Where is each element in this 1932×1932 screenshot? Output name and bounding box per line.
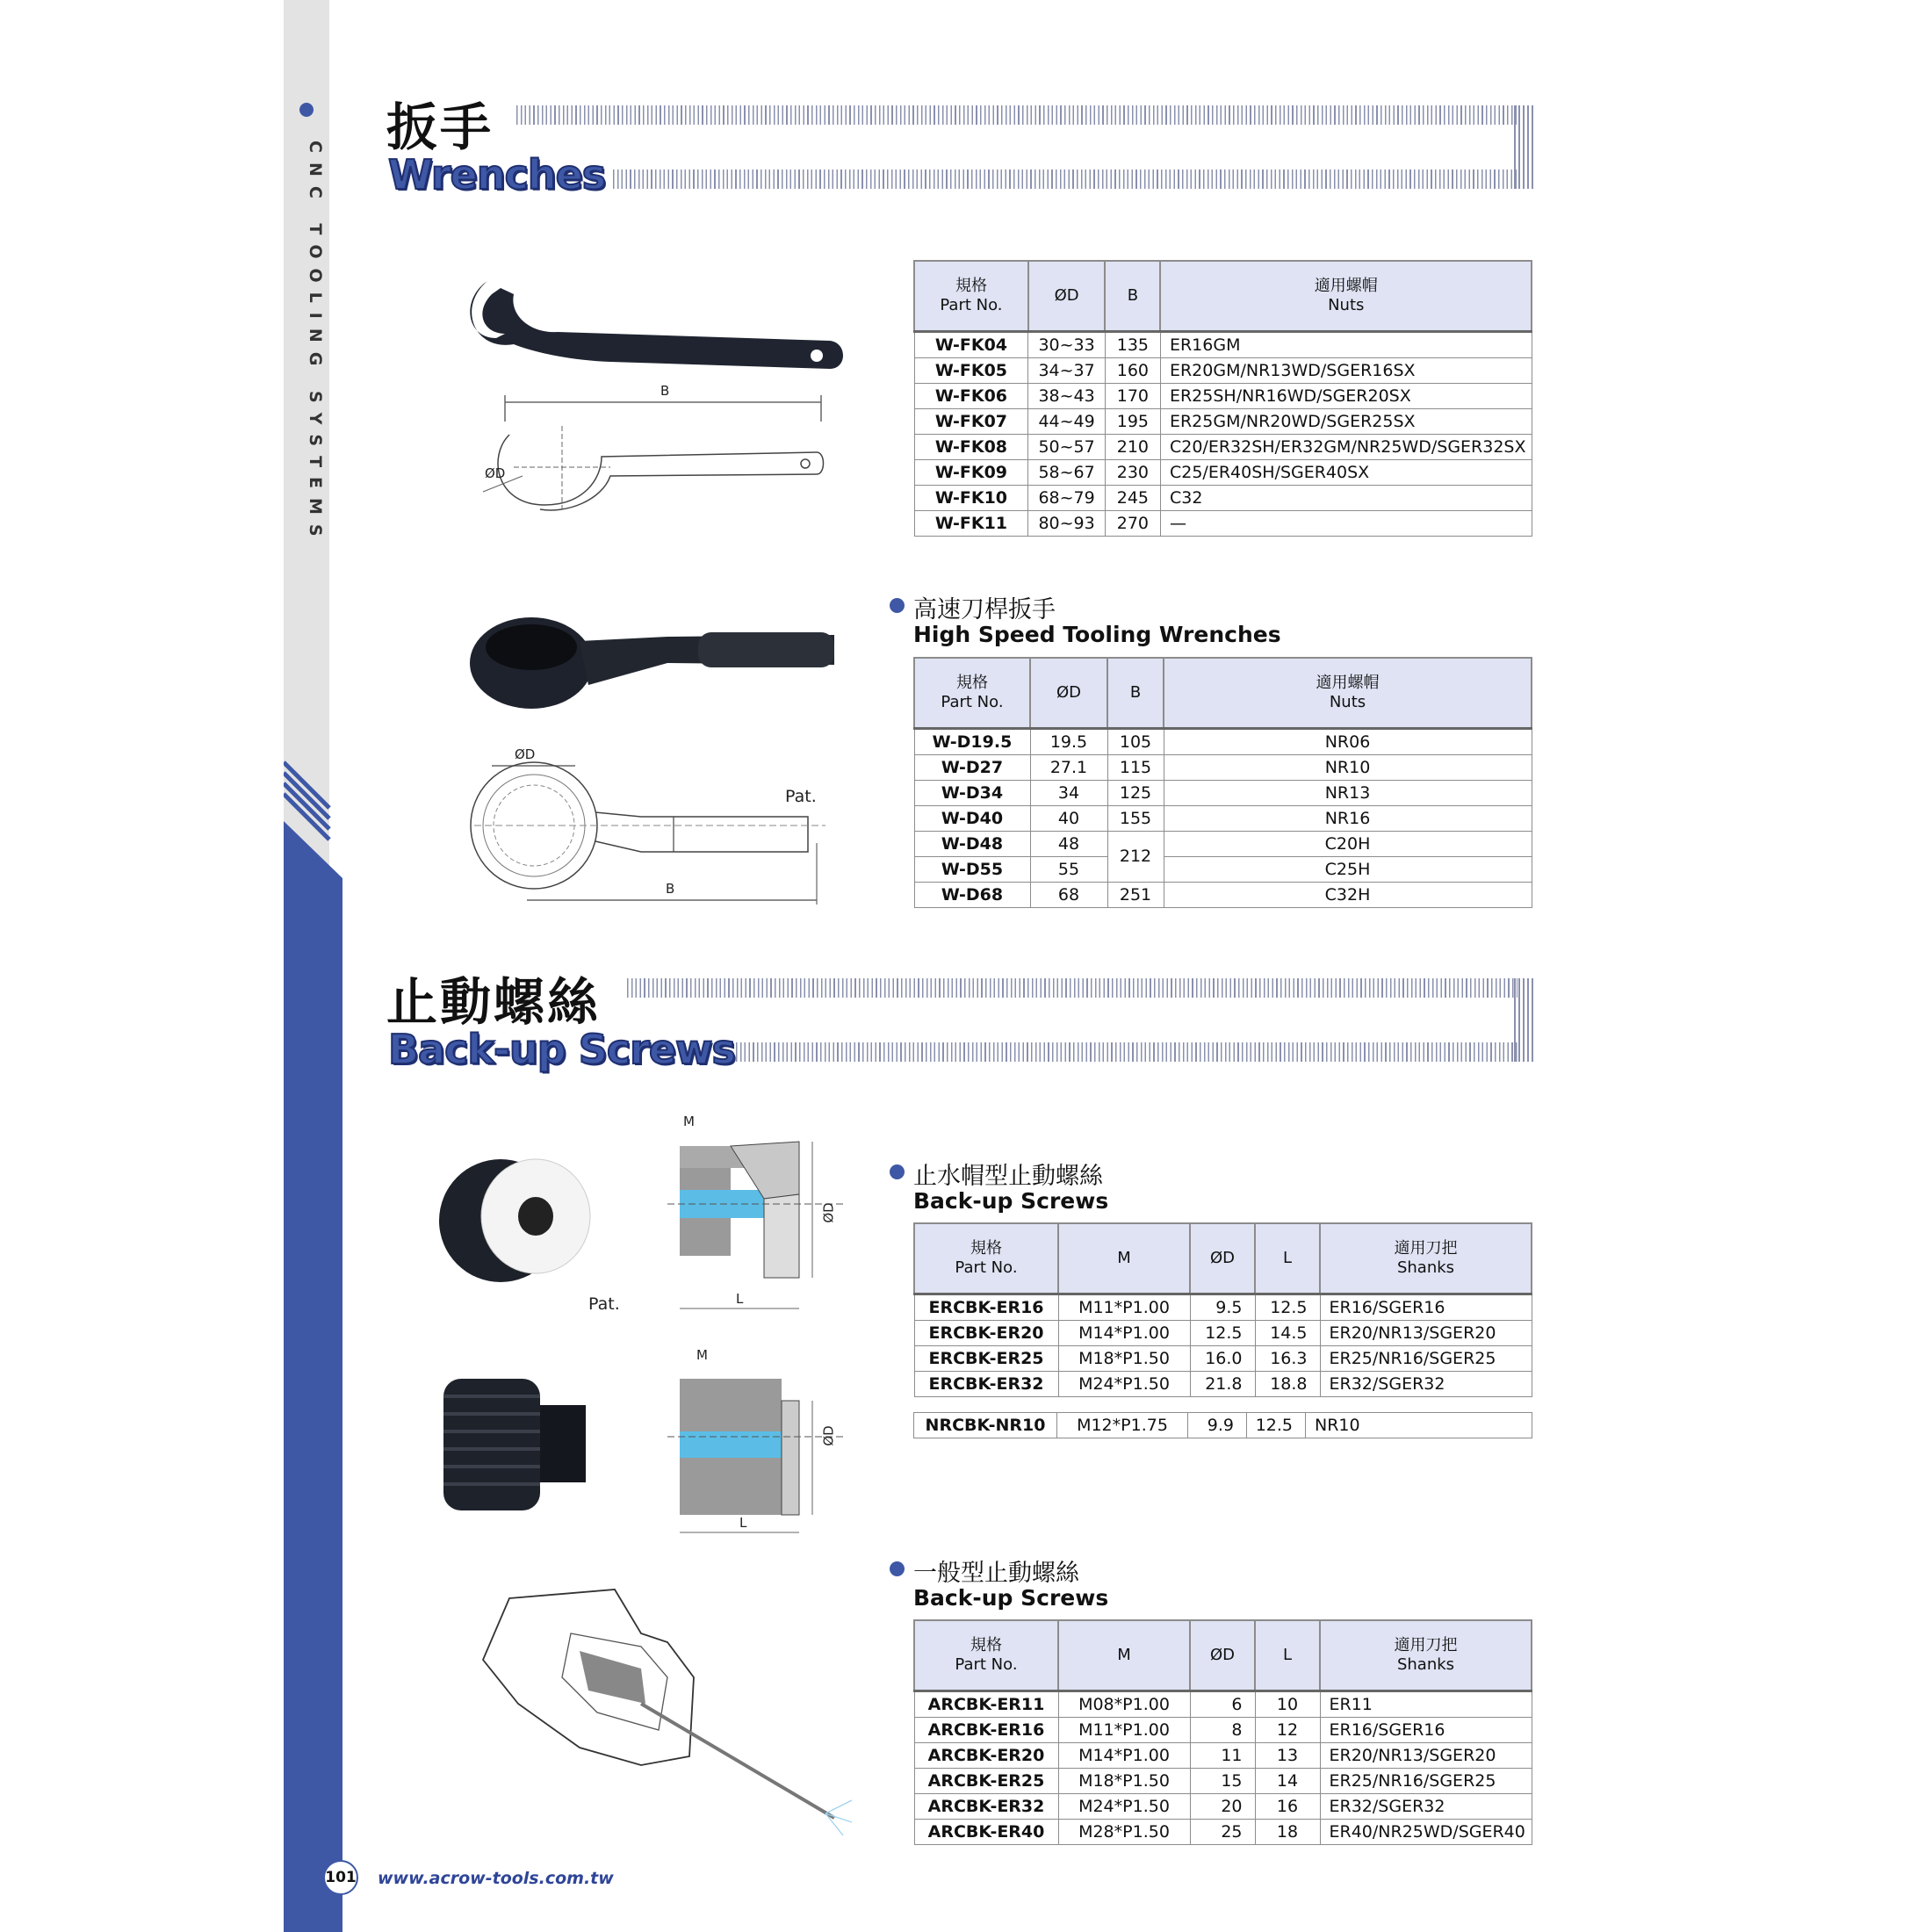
table-row: W-FK06 38~43 170 ER25SH/NR16WD/SGER20SX [914, 383, 1532, 408]
page-number: 101 [323, 1860, 358, 1895]
table-row: W-FK05 34~37 160 ER20GM/NR13WD/SGER16SX [914, 357, 1532, 383]
dim-label-od: ØD [820, 1425, 837, 1446]
dim-label-od: ØD [485, 465, 506, 481]
general-screw-table [913, 1619, 1532, 1845]
sidebar-dot [299, 103, 314, 117]
table-row: W-D27 27.1 115 NR10 [914, 754, 1532, 780]
table-row: W-FK10 68~79 245 C32 [914, 485, 1532, 510]
general-type-sub-zh: 一般型止動螺絲 [913, 1560, 1079, 1587]
collet-chuck-illustration [465, 1581, 852, 1844]
wrenches-title-en: Wrenches [388, 151, 606, 198]
wrench-table [913, 260, 1532, 537]
table-row: ARCBK-ER20 M14*P1.00 11 13 ER20/NR13/SGER20 [914, 1742, 1532, 1768]
backup-title-zh: 止動螺絲 [386, 972, 602, 1032]
hook-wrench-photo [461, 263, 847, 378]
table-row: ERCBK-ER16 M11*P1.00 9.5 12.5 ER16/SGER16 [914, 1294, 1532, 1320]
table-row: ARCBK-ER25 M18*P1.50 15 14 ER25/NR16/SGER25 [914, 1768, 1532, 1793]
table-row: W-D40 40 155 NR16 [914, 805, 1532, 831]
table-row: W-D68 68 251 C32H [914, 882, 1532, 907]
table-row: W-D48 48 212 C20H [914, 831, 1532, 856]
col-part-no: 規格 Part No. [914, 658, 1030, 728]
hook-wrench-drawing [479, 386, 830, 518]
col-b: B [1107, 658, 1164, 728]
table-row: W-D19.5 19.5 105 NR06 [914, 728, 1532, 754]
cap-type-sub-zh: 止水帽型止動螺絲 [913, 1163, 1103, 1190]
set-screw-drawing [667, 1352, 852, 1554]
hs-wrench-sub-zh: 高速刀桿扳手 [913, 596, 1056, 624]
wrenches-title-zh: 扳手 [386, 97, 494, 157]
table-row: ERCBK-ER25 M18*P1.50 16.0 16.3 ER25/NR16/SGER25 [914, 1345, 1532, 1371]
dim-label-m: M [696, 1347, 708, 1363]
backup-title-en: Back-up Screws [388, 1026, 735, 1073]
col-m: M [1058, 1223, 1190, 1294]
col-b: B [1105, 261, 1160, 331]
pat-label: Pat. [785, 787, 817, 806]
table-row: ARCBK-ER40 M28*P1.50 25 18 ER40/NR25WD/SGER40 [914, 1819, 1532, 1844]
col-shanks: 適用刀把 Shanks [1320, 1620, 1532, 1690]
col-shanks: 適用刀把 Shanks [1320, 1223, 1532, 1294]
hs-wrench-sub-en: High Speed Tooling Wrenches [913, 622, 1281, 647]
cap-screw-photo [435, 1150, 610, 1291]
cap-screw-extra-table [913, 1412, 1532, 1438]
table-row: W-FK08 50~57 210 C20/ER32SH/ER32GM/NR25WD/SGER32SX [914, 434, 1532, 459]
col-od: ØD [1030, 658, 1107, 728]
dim-label-l: L [739, 1515, 747, 1531]
col-m: M [1058, 1620, 1190, 1690]
title-hatch-end [1514, 978, 1533, 1062]
table-row: ARCBK-ER16 M11*P1.00 8 12 ER16/SGER16 [914, 1717, 1532, 1742]
dim-label-m: M [683, 1114, 695, 1129]
table-row: ARCBK-ER32 M24*P1.50 20 16 ER32/SGER32 [914, 1793, 1532, 1819]
table-row: W-D55 55 C25H [914, 856, 1532, 882]
table-row: NRCBK-NR10 M12*P1.75 9.9 12.5 NR10 [914, 1413, 1532, 1438]
title-hatch [736, 1042, 1517, 1062]
table-row: W-FK04 30~33 135 ER16GM [914, 331, 1532, 357]
table-row: W-D34 34 125 NR13 [914, 780, 1532, 805]
general-type-sub-en: Back-up Screws [913, 1585, 1109, 1611]
hs-wrench-drawing [465, 746, 834, 913]
col-od: ØD [1190, 1620, 1255, 1690]
dim-label-l: L [736, 1291, 744, 1307]
col-l: L [1255, 1620, 1320, 1690]
col-part-no: 規格 Part No. [914, 261, 1028, 331]
dim-label-b: B [666, 881, 675, 897]
col-part-no: 規格 Part No. [914, 1223, 1058, 1294]
sidebar-label: CNC TOOLING SYSTEMS [306, 141, 325, 546]
dim-label-b: B [660, 383, 670, 399]
cap-type-sub-en: Back-up Screws [913, 1188, 1109, 1214]
set-screw-photo [435, 1370, 602, 1519]
table-row: ERCBK-ER32 M24*P1.50 21.8 18.8 ER32/SGER32 [914, 1371, 1532, 1396]
website-link[interactable]: www.acrow-tools.com.tw [378, 1869, 614, 1888]
dim-label-od: ØD [820, 1202, 837, 1223]
dim-label-od: ØD [515, 746, 536, 762]
col-l: L [1255, 1223, 1320, 1294]
subhead-dot [890, 1561, 905, 1576]
title-hatch [627, 978, 1517, 998]
col-od: ØD [1190, 1223, 1255, 1294]
table-row: W-FK09 58~67 230 C25/ER40SH/SGER40SX [914, 459, 1532, 485]
table-row: W-FK11 80~93 270 — [914, 510, 1532, 536]
col-od: ØD [1028, 261, 1105, 331]
pat-label: Pat. [588, 1294, 620, 1314]
table-row: ERCBK-ER20 M14*P1.00 12.5 14.5 ER20/NR13/SGER20 [914, 1320, 1532, 1345]
hs-wrench-table [913, 657, 1532, 908]
col-part-no: 規格 Part No. [914, 1620, 1058, 1690]
title-hatch-end [1514, 105, 1533, 189]
subhead-dot [890, 1164, 905, 1179]
table-row: ARCBK-ER11 M08*P1.00 6 10 ER11 [914, 1690, 1532, 1717]
cap-screw-table [913, 1222, 1532, 1397]
title-hatch [613, 169, 1517, 189]
hs-wrench-photo [465, 602, 834, 724]
title-hatch [516, 105, 1517, 125]
table-row: W-FK07 44~49 195 ER25GM/NR20WD/SGER25SX [914, 408, 1532, 434]
sidebar-blue-band [284, 755, 345, 1932]
subhead-dot [890, 598, 905, 613]
col-nuts: 適用螺帽 Nuts [1160, 261, 1532, 331]
col-nuts: 適用螺帽 Nuts [1164, 658, 1532, 728]
